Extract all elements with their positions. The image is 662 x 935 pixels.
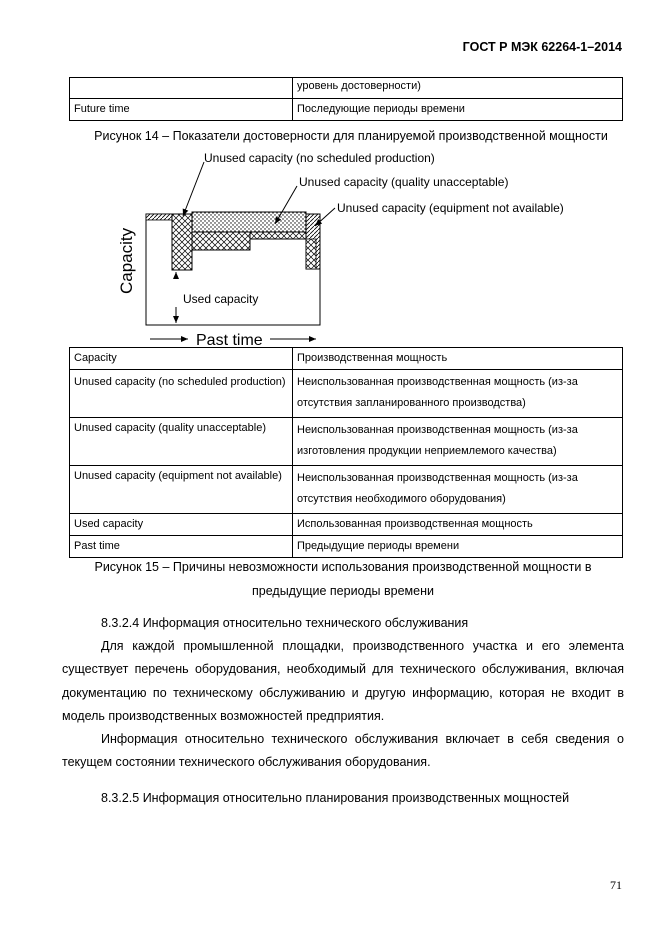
table-cell: Unused capacity (no scheduled production) bbox=[70, 370, 293, 418]
table-cell: Предыдущие периоды времени bbox=[293, 536, 623, 558]
table-cell: Производственная мощность bbox=[293, 348, 623, 370]
figure15-caption-line1: Рисунок 15 – Причины невозможности использования производственной мощности в bbox=[94, 560, 592, 574]
figure15-caption-line2: предыдущие периоды времени bbox=[252, 584, 434, 598]
label-used-capacity: Used capacity bbox=[183, 292, 259, 306]
table-row bbox=[70, 514, 623, 536]
table-cell: Unused capacity (equipment not available) bbox=[70, 466, 293, 514]
table-cell: Past time bbox=[70, 536, 293, 558]
table-cell: Неиспользованная производственная мощность (из-за изготовления продукции неприемлемого качества) bbox=[293, 418, 623, 466]
equipment-cross-region bbox=[306, 239, 316, 269]
table-cell: Future time bbox=[70, 99, 293, 121]
table-cell: Capacity bbox=[70, 348, 293, 370]
paragraph-maintenance-status bbox=[62, 728, 624, 775]
label-quality: Unused capacity (quality unacceptable) bbox=[299, 175, 509, 189]
no-scheduled-step bbox=[192, 232, 250, 250]
table-cell: Неиспользованная производственная мощность (из-за отсутствия необходимого оборудования) bbox=[293, 466, 623, 514]
table-row bbox=[70, 370, 623, 418]
page-number: 71 bbox=[610, 878, 622, 892]
label-equipment: Unused capacity (equipment not available) bbox=[337, 201, 564, 215]
table-cell: уровень достоверности) bbox=[293, 78, 623, 99]
section-heading-text: 8.3.2.4 Информация относительно технического обслуживания bbox=[101, 616, 469, 630]
no-scheduled-strip bbox=[146, 214, 172, 220]
table-row bbox=[70, 466, 623, 514]
capacity-diagram bbox=[110, 146, 590, 351]
section-heading-8-3-2-5 bbox=[62, 787, 624, 810]
figure14-legend-table bbox=[69, 77, 623, 121]
paragraph-text: Для каждой промышленной площадки, производственного участка и его элемента существует перечень оборудования, необходимый для технического обслуживания, включая документацию по техническому обслуживанию и другую информацию, которая не входит в модель производственных возможностей предприятия. bbox=[62, 639, 624, 723]
figure15-legend-table bbox=[69, 347, 623, 558]
table-row bbox=[70, 78, 623, 99]
section-heading-8-3-2-4 bbox=[62, 612, 624, 635]
axis-x-label: Past time bbox=[196, 332, 263, 349]
paragraph-maintenance-equipment bbox=[62, 635, 624, 728]
table-cell: Unused capacity (quality unacceptable) bbox=[70, 418, 293, 466]
table-row bbox=[70, 99, 623, 121]
label-no-scheduled: Unused capacity (no scheduled production) bbox=[204, 151, 435, 165]
table-row bbox=[70, 348, 623, 370]
document-header: ГОСТ Р МЭК 62264-1–2014 bbox=[462, 40, 622, 54]
section-heading-text: 8.3.2.5 Информация относительно планирования производственных мощностей bbox=[101, 791, 570, 805]
axis-y-label: Capacity bbox=[117, 227, 136, 294]
arrow-no-scheduled bbox=[183, 162, 204, 216]
table-cell: Использованная производственная мощность bbox=[293, 514, 623, 536]
figure15-caption bbox=[62, 555, 624, 603]
table-cell: Неиспользованная производственная мощность (из-за отсутствия запланированного производства) bbox=[293, 370, 623, 418]
no-scheduled-block bbox=[172, 214, 192, 270]
table-cell: Used capacity bbox=[70, 514, 293, 536]
figure14-caption: Рисунок 14 – Показатели достоверности для планируемой производственной мощности bbox=[94, 129, 608, 143]
paragraph-text: Информация относительно технического обслуживания включает в себя сведения о текущем состоянии технического обслуживания оборудования. bbox=[62, 732, 624, 770]
table-cell: Последующие периоды времени bbox=[293, 99, 623, 121]
table-cell bbox=[70, 78, 293, 99]
table-row bbox=[70, 418, 623, 466]
